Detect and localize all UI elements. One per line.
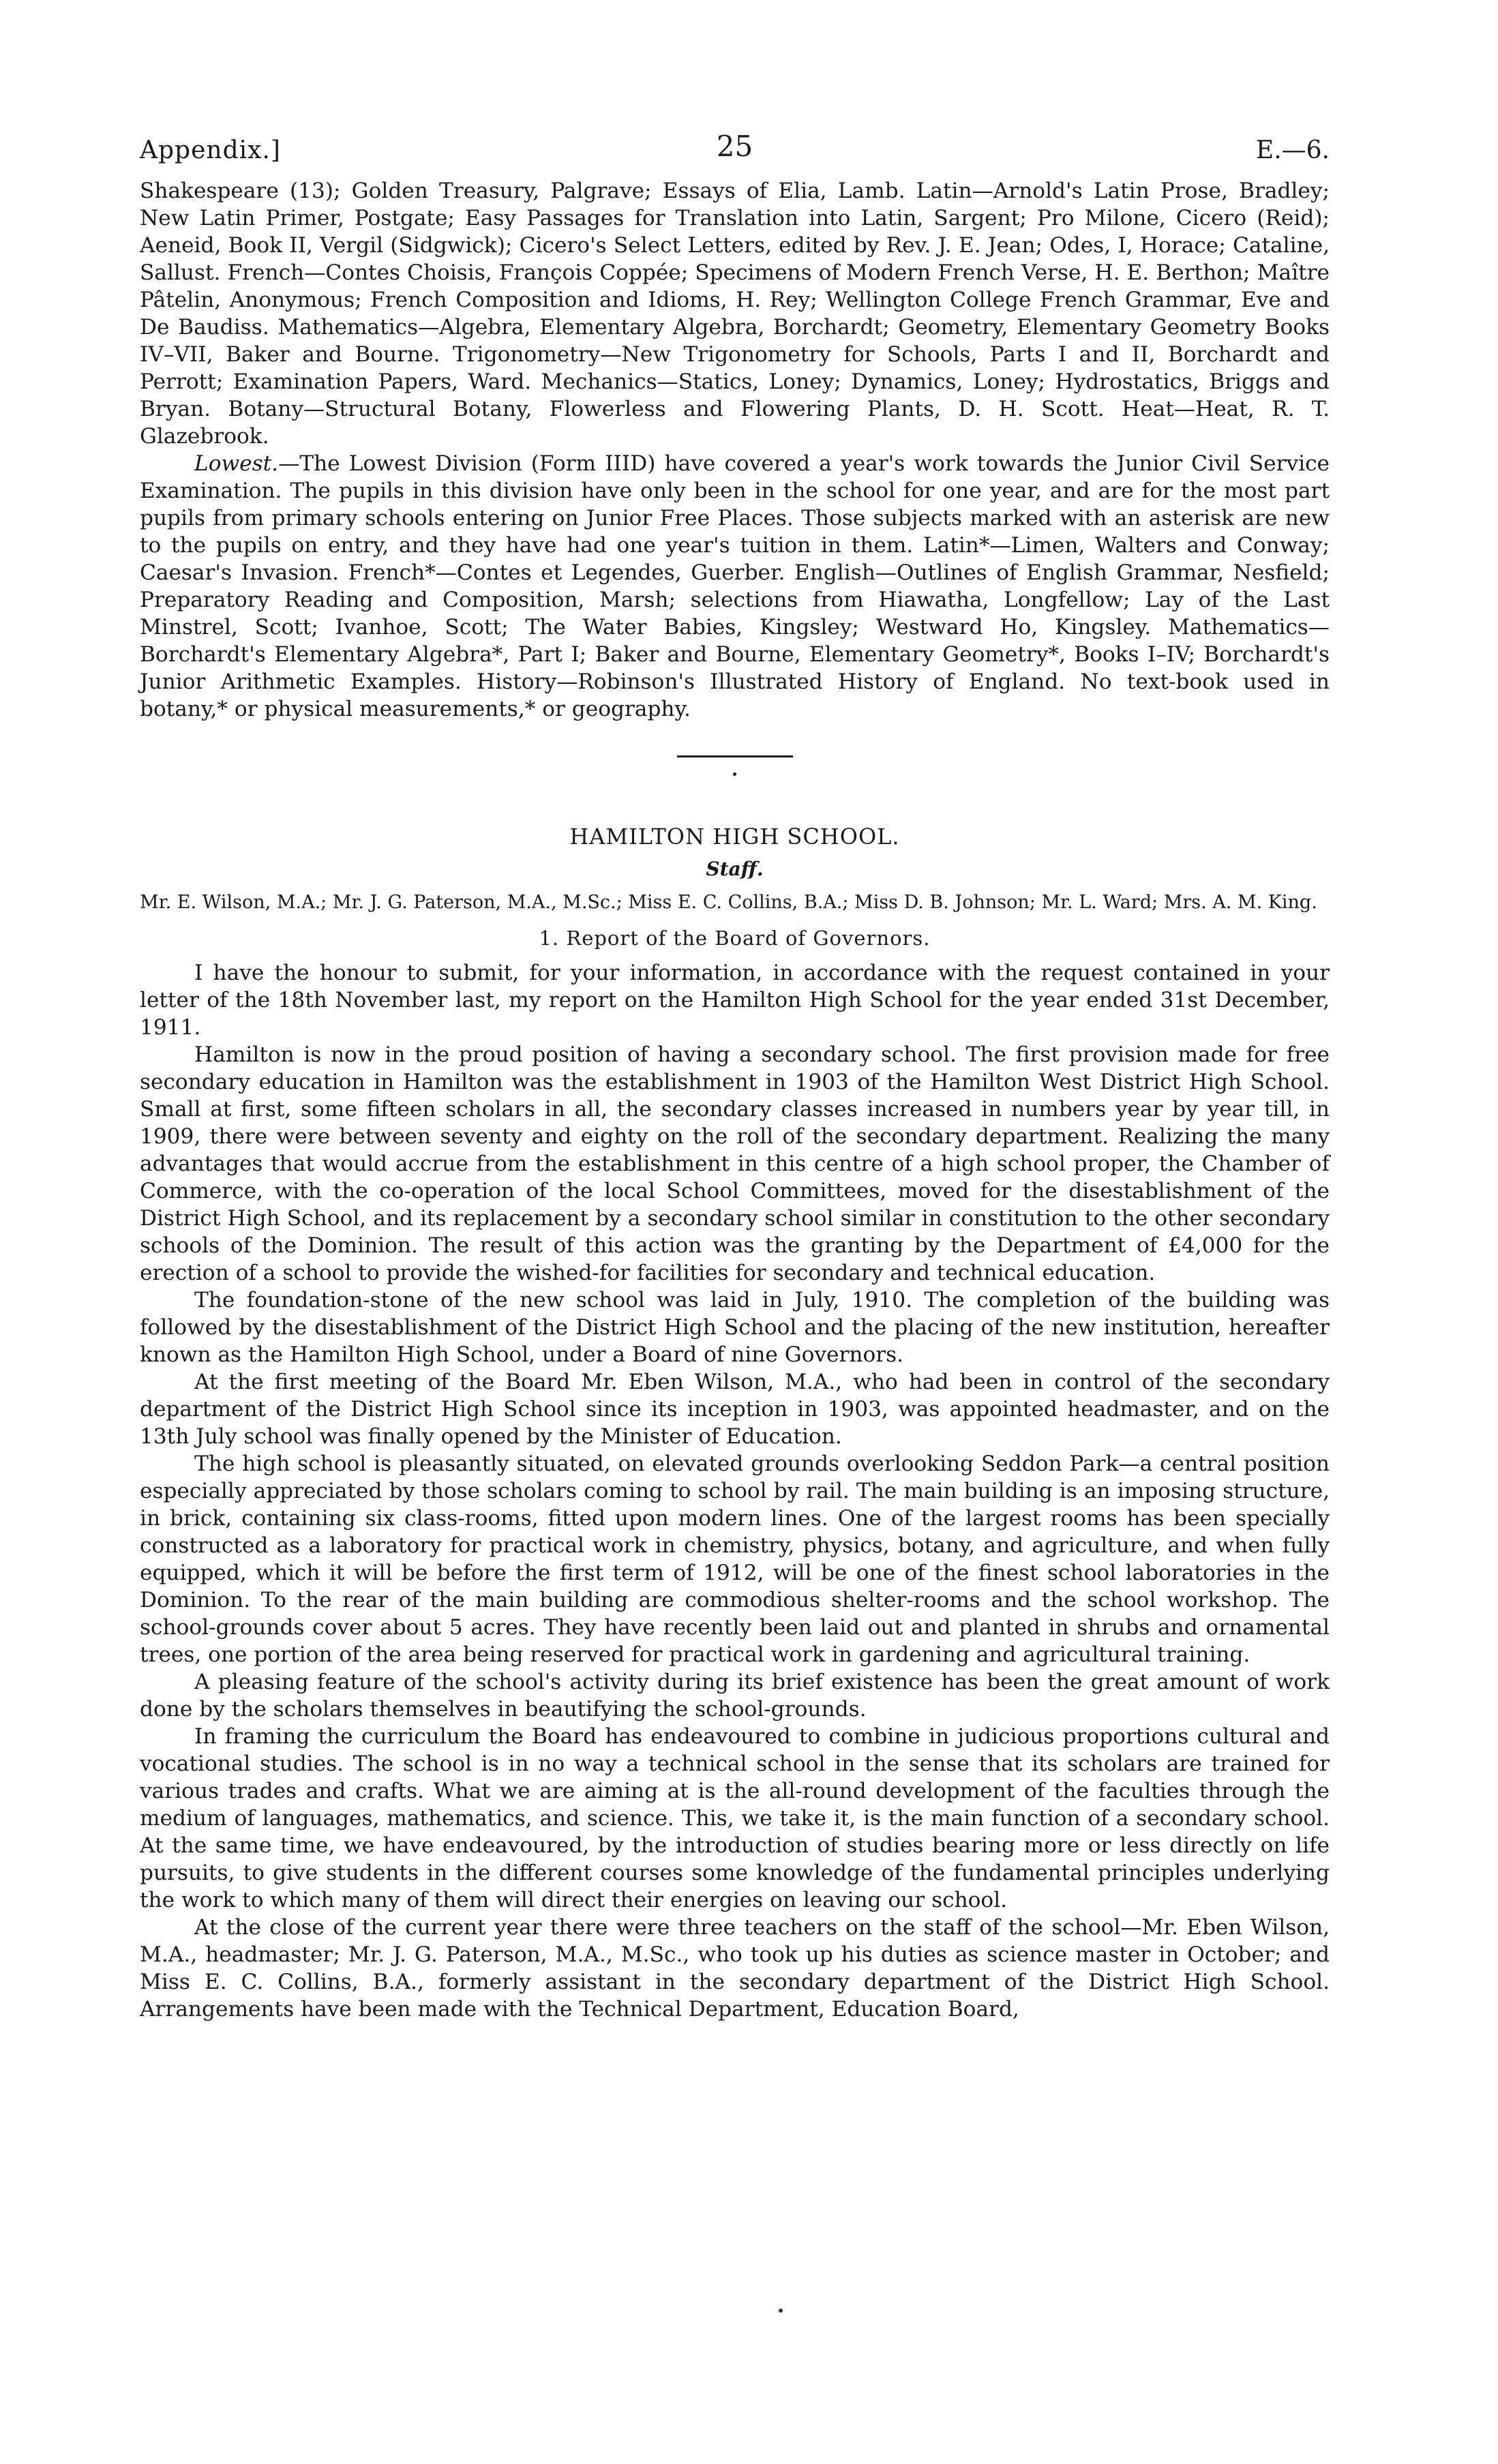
divider-dot — [733, 772, 736, 776]
lowest-paragraph — [140, 450, 1330, 723]
report-paragraph: Hamilton is now in the proud position of having a secondary school. The first provision made for free secondary education in Hamilton was the establishment in 1903 of the Hamilton West District High School. Small at first, some fifteen scholars in all, the secondary classes increased in numbers year by year till, in 1909, there were between seventy and eighty on the roll of the secondary department. Realizing the many advantages that would accrue from the establishment in this centre of a high school proper, the Chamber of Commerce, with the co-operation of the local School Committees, moved for the disestablishment of the District High School, and its replacement by a secondary school similar in constitution to the other secondary schools of the Dominion. The result of this action was the granting by the Department of £4,000 for the erection of a school to provide the wished-for facilities for secondary and technical education. — [140, 1042, 1330, 1285]
section-title: HAMILTON HIGH SCHOOL. — [569, 824, 900, 850]
report-paragraph: The high school is pleasantly situated, on elevated grounds overlooking Seddon Park—a central position especially appreciated by those scholars coming to school by rail. The main building is an imposing structure, in brick, containing six class-rooms, fitted upon modern lines. One of the largest rooms has been specially constructed as a laboratory for practical work in chemistry, physics, botany, and agriculture, and when fully equipped, which it will be before the first term of 1912, will be one of the finest school laboratories in the Dominion. To the rear of the main building are commodious shelter-rooms and the school workshop. The school-grounds cover about 5 acres. They have recently been laid out and planted in shrubs and ornamental trees, one portion of the area being reserved for practical work in gardening and agricultural training. — [140, 1452, 1330, 1667]
page-header — [140, 130, 1330, 177]
report-paragraph: At the close of the current year there were three teachers on the staff of the school—Mr. Eben Wilson, M.A., headmaster; Mr. J. G. Paterson, M.A., M.Sc., who took up his duties as science master in October; and Miss E. C. Collins, B.A., formerly assistant in the secondary department of the District High School. Arrangements have been made with the Technical Department, Education Board, — [140, 1915, 1330, 2022]
document-page — [140, 130, 1330, 2023]
report-section — [140, 959, 1330, 2023]
lowest-text: —The Lowest Division (Form IIID) have covered a year's work towards the Junior Civil Service Examination. The pupils in this division have only been in the school for one year, and are for the most part pupils from primary schools entering on Junior Free Places. Those subjects marked with an asterisk are new to the pupils on entry, and they have had one year's tuition in them. Latin*—Limen, Walters and Conway; Caesar's Invasion. French*—Contes et Legendes, Guerber. English—Outlines of English Grammar, Nesfield; Preparatory Reading and Composition, Marsh; selections from Hiawatha, Longfellow; Lay of the Last Minstrel, Scott; Ivanhoe, Scott; The Water Babies, Kingsley; Westward Ho, Kingsley. Mathematics—Borchardt's Elementary Algebra*, Part I; Baker and Bourne, Elementary Geometry*, Books I–IV; Borchardt's Junior Arithmetic Examples. History—Robinson's Illustrated History of England. No text-book used in botany,* or physical measurements,* or geography. — [140, 451, 1330, 721]
report-paragraph: At the first meeting of the Board Mr. Eben Wilson, M.A., who had been in control of the secondary department of the District High School since its inception in 1903, was appointed headmaster, and on the 13th July school was finally opened by the Minister of Education. — [140, 1370, 1330, 1449]
staff-list: Mr. E. Wilson, M.A.; Mr. J. G. Paterson, M.A., M.Sc.; Miss E. C. Collins, B.A.; Miss D. B. Johnson; Mr. L. Ward; Mrs. A. M. King. — [140, 892, 1317, 913]
report-paragraph: In framing the curriculum the Board has endeavoured to combine in judicious proportions cultural and vocational studies. The school is in no way a technical school in the sense that its scholars are trained for various trades and crafts. What we are aiming at is the all-round development of the faculties through the medium of languages, mathematics, and science. This, we take it, is the main function of a secondary school. At the same time, we have endeavoured, by the introduction of studies bearing more or less directly on life pursuits, to give students in the different courses some knowledge of the fundamental principles underlying the work to which many of them will direct their energies on leaving our school. — [140, 1724, 1330, 1912]
section-divider — [677, 755, 793, 757]
intro-paragraph: Shakespeare (13); Golden Treasury, Palgrave; Essays of Elia, Lamb. Latin—Arnold's Latin Prose, Bradley; New Latin Primer, Postgate; Easy Passages for Translation into Latin, Sargent; Pro Milone, Cicero (Reid); Aeneid, Book II, Vergil (Sidgwick); Cicero's Select Letters, edited by Rev. J. E. Jean; Odes, I, Horace; Cataline, Sallust. French—Contes Choisis, François Coppée; Specimens of Modern French Verse, H. E. Berthon; Maître Pâtelin, Anonymous; French Composition and Idioms, H. Rey; Wellington College French Grammar, Eve and De Baudiss. Mathematics—Algebra, Elementary Algebra, Borchardt; Geometry, Elementary Geometry Books IV–VII, Baker and Bourne. Trigonometry—New Trigonometry for Schools, Parts I and II, Borchardt and Perrott; Examination Papers, Ward. Mechanics—Statics, Loney; Dynamics, Loney; Hydrostatics, Briggs and Bryan. Botany—Structural Botany, Flowerless and Flowering Plants, D. H. Scott. Heat—Heat, R. T. Glazebrook. — [140, 179, 1330, 449]
report-heading: 1. Report of the Board of Governors. — [539, 927, 931, 950]
report-paragraph: A pleasing feature of the school's activity during its brief existence has been the great amount of work done by the scholars themselves in beautifying the school-grounds. — [140, 1670, 1330, 1722]
report-paragraph: The foundation-stone of the new school was laid in July, 1910. The completion of the building was followed by the disestablishment of the District High School and the placing of the new institution, hereafter known as the Hamilton High School, under a Board of nine Governors. — [140, 1288, 1330, 1367]
intro-section — [140, 177, 1330, 723]
header-left: Appendix.] — [140, 136, 281, 164]
bottom-dot-mark — [779, 2309, 783, 2313]
staff-heading: Staff. — [706, 858, 764, 880]
header-right: E.—6. — [1255, 136, 1330, 164]
lowest-label: Lowest. — [194, 451, 279, 476]
page-number: 25 — [716, 130, 753, 163]
report-paragraph: I have the honour to submit, for your information, in accordance with the request contained in your letter of the 18th November last, my report on the Hamilton High School for the year ended 31st December, 1911. — [140, 961, 1330, 1040]
